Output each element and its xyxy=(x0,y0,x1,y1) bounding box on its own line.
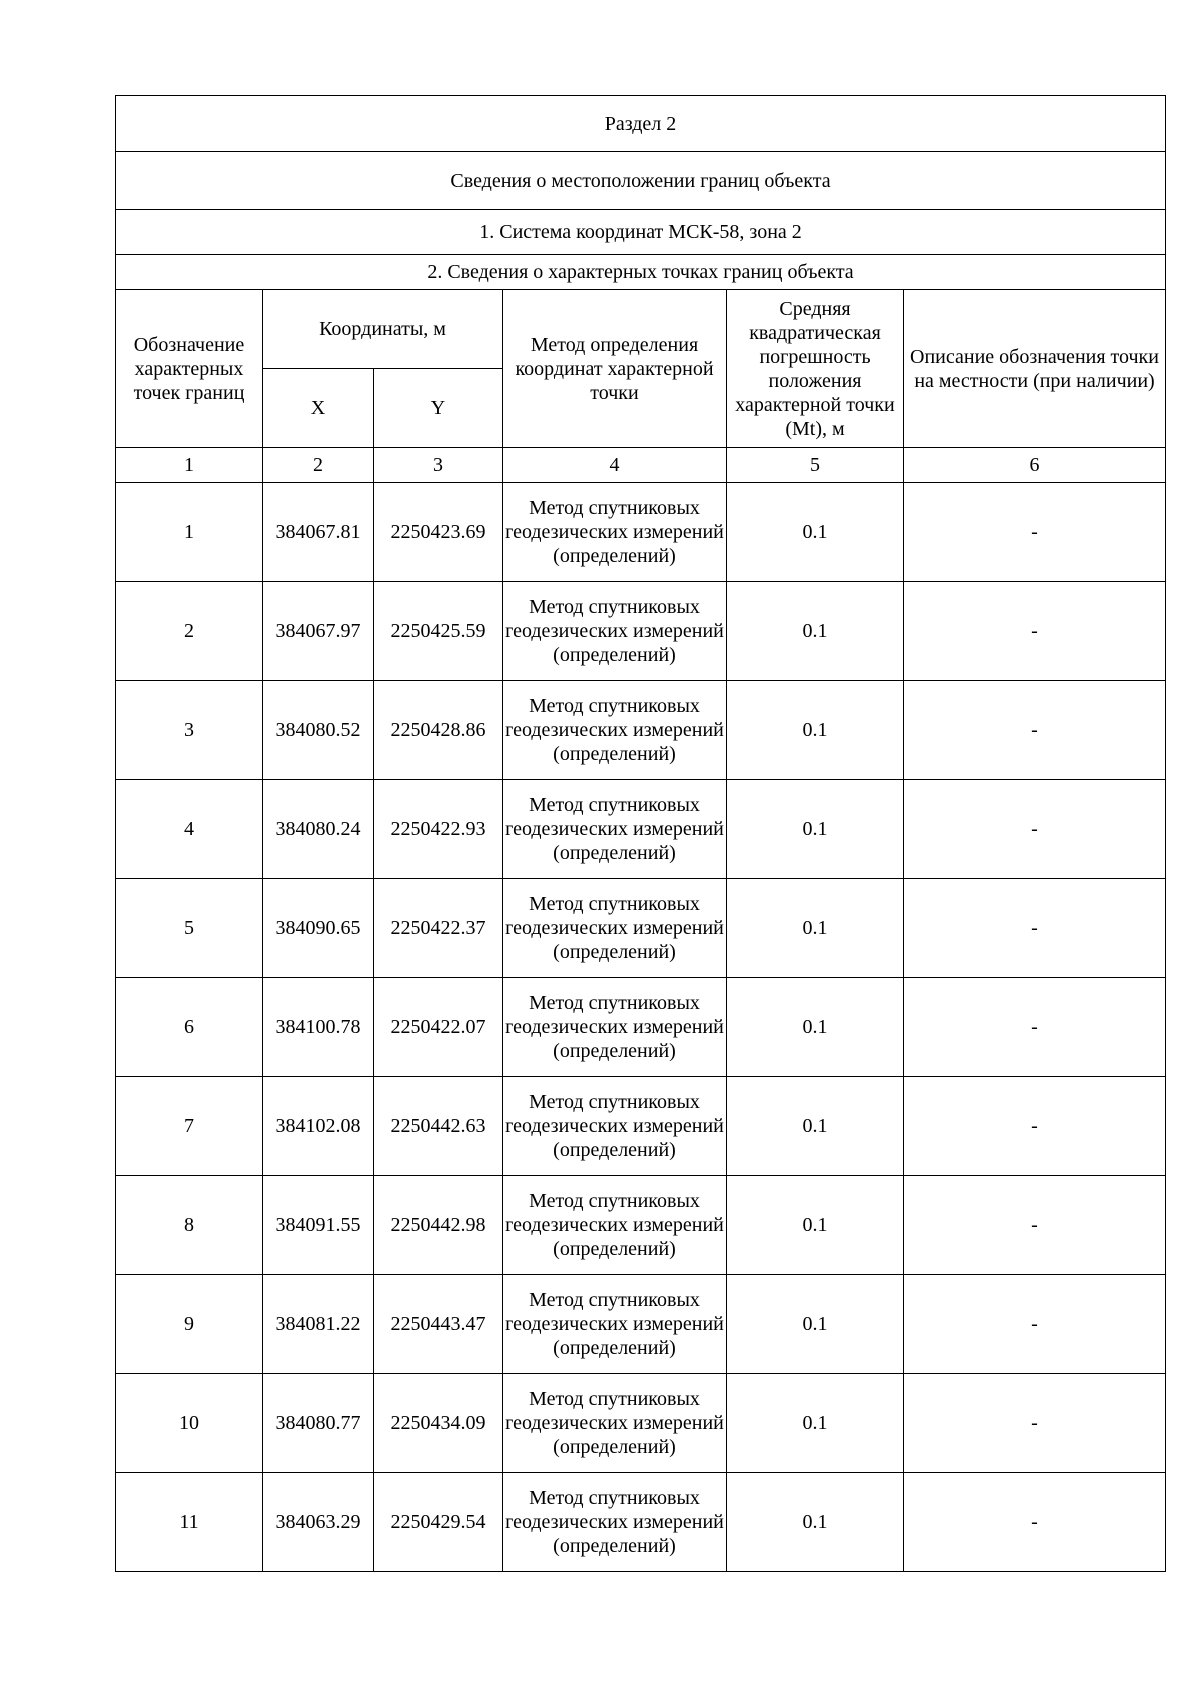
point-number: 5 xyxy=(116,879,263,978)
mean-error: 0.1 xyxy=(727,780,904,879)
header-description: Описание обозначения точки на местности (при наличии) xyxy=(904,290,1166,448)
header-y: Y xyxy=(374,369,503,448)
table-row xyxy=(116,483,1166,582)
mean-error: 0.1 xyxy=(727,1473,904,1572)
point-number: 4 xyxy=(116,780,263,879)
mean-error: 0.1 xyxy=(727,978,904,1077)
point-number: 8 xyxy=(116,1176,263,1275)
coord-y: 2250428.86 xyxy=(374,681,503,780)
point-number: 11 xyxy=(116,1473,263,1572)
point-description: - xyxy=(904,978,1166,1077)
method: Метод спутниковых геодезических измерений (определений) xyxy=(503,483,727,582)
method: Метод спутниковых геодезических измерений (определений) xyxy=(503,978,727,1077)
column-number: 3 xyxy=(374,448,503,483)
method: Метод спутниковых геодезических измерений (определений) xyxy=(503,681,727,780)
coord-x: 384067.81 xyxy=(263,483,374,582)
point-description: - xyxy=(904,879,1166,978)
header-designation: Обозначение характерных точек границ xyxy=(116,290,263,448)
header-x: X xyxy=(263,369,374,448)
column-number: 4 xyxy=(503,448,727,483)
boundary-points-table xyxy=(115,95,1166,1572)
table-row xyxy=(116,681,1166,780)
method: Метод спутниковых геодезических измерений (определений) xyxy=(503,1374,727,1473)
coord-y: 2250434.09 xyxy=(374,1374,503,1473)
table-row xyxy=(116,1473,1166,1572)
point-number: 3 xyxy=(116,681,263,780)
column-number: 2 xyxy=(263,448,374,483)
coord-y: 2250422.37 xyxy=(374,879,503,978)
table-row xyxy=(116,1275,1166,1374)
coord-x: 384100.78 xyxy=(263,978,374,1077)
column-number: 1 xyxy=(116,448,263,483)
point-number: 1 xyxy=(116,483,263,582)
table-row xyxy=(116,978,1166,1077)
mean-error: 0.1 xyxy=(727,681,904,780)
point-number: 6 xyxy=(116,978,263,1077)
point-description: - xyxy=(904,1077,1166,1176)
method: Метод спутниковых геодезических измерений (определений) xyxy=(503,780,727,879)
point-description: - xyxy=(904,1275,1166,1374)
coord-x: 384081.22 xyxy=(263,1275,374,1374)
coord-y: 2250443.47 xyxy=(374,1275,503,1374)
method: Метод спутниковых геодезических измерений (определений) xyxy=(503,1176,727,1275)
points-heading: 2. Сведения о характерных точках границ объекта xyxy=(116,255,1166,290)
table-row xyxy=(116,780,1166,879)
point-description: - xyxy=(904,582,1166,681)
coord-y: 2250423.69 xyxy=(374,483,503,582)
mean-error: 0.1 xyxy=(727,1077,904,1176)
coord-x: 384063.29 xyxy=(263,1473,374,1572)
point-description: - xyxy=(904,681,1166,780)
coordinate-system: 1. Система координат МСК-58, зона 2 xyxy=(116,210,1166,255)
mean-error: 0.1 xyxy=(727,1374,904,1473)
point-number: 2 xyxy=(116,582,263,681)
mean-error: 0.1 xyxy=(727,582,904,681)
point-number: 7 xyxy=(116,1077,263,1176)
point-description: - xyxy=(904,483,1166,582)
coord-x: 384080.52 xyxy=(263,681,374,780)
method: Метод спутниковых геодезических измерений (определений) xyxy=(503,1077,727,1176)
mean-error: 0.1 xyxy=(727,483,904,582)
method: Метод спутниковых геодезических измерений (определений) xyxy=(503,879,727,978)
mean-error: 0.1 xyxy=(727,1275,904,1374)
method: Метод спутниковых геодезических измерений (определений) xyxy=(503,1275,727,1374)
point-description: - xyxy=(904,1374,1166,1473)
point-description: - xyxy=(904,1176,1166,1275)
section-title: Раздел 2 xyxy=(116,96,1166,152)
coord-y: 2250442.98 xyxy=(374,1176,503,1275)
header-method: Метод определения координат характерной точки xyxy=(503,290,727,448)
coord-x: 384090.65 xyxy=(263,879,374,978)
column-number: 5 xyxy=(727,448,904,483)
coord-x: 384080.77 xyxy=(263,1374,374,1473)
mean-error: 0.1 xyxy=(727,1176,904,1275)
mean-error: 0.1 xyxy=(727,879,904,978)
point-description: - xyxy=(904,1473,1166,1572)
coord-y: 2250422.07 xyxy=(374,978,503,1077)
point-description: - xyxy=(904,780,1166,879)
header-coords: Координаты, м xyxy=(263,290,503,369)
method: Метод спутниковых геодезических измерений (определений) xyxy=(503,582,727,681)
method: Метод спутниковых геодезических измерений (определений) xyxy=(503,1473,727,1572)
coord-x: 384091.55 xyxy=(263,1176,374,1275)
point-number: 10 xyxy=(116,1374,263,1473)
coord-y: 2250425.59 xyxy=(374,582,503,681)
coord-x: 384080.24 xyxy=(263,780,374,879)
table-row xyxy=(116,1374,1166,1473)
point-number: 9 xyxy=(116,1275,263,1374)
header-error: Средняя квадратическая погрешность положения характерной точки (Mt), м xyxy=(727,290,904,448)
section-subtitle: Сведения о местоположении границ объекта xyxy=(116,152,1166,210)
column-number: 6 xyxy=(904,448,1166,483)
coord-y: 2250442.63 xyxy=(374,1077,503,1176)
coord-x: 384102.08 xyxy=(263,1077,374,1176)
table-row xyxy=(116,582,1166,681)
coord-y: 2250422.93 xyxy=(374,780,503,879)
table-row xyxy=(116,1176,1166,1275)
coord-y: 2250429.54 xyxy=(374,1473,503,1572)
table-row xyxy=(116,1077,1166,1176)
table-row xyxy=(116,879,1166,978)
coord-x: 384067.97 xyxy=(263,582,374,681)
